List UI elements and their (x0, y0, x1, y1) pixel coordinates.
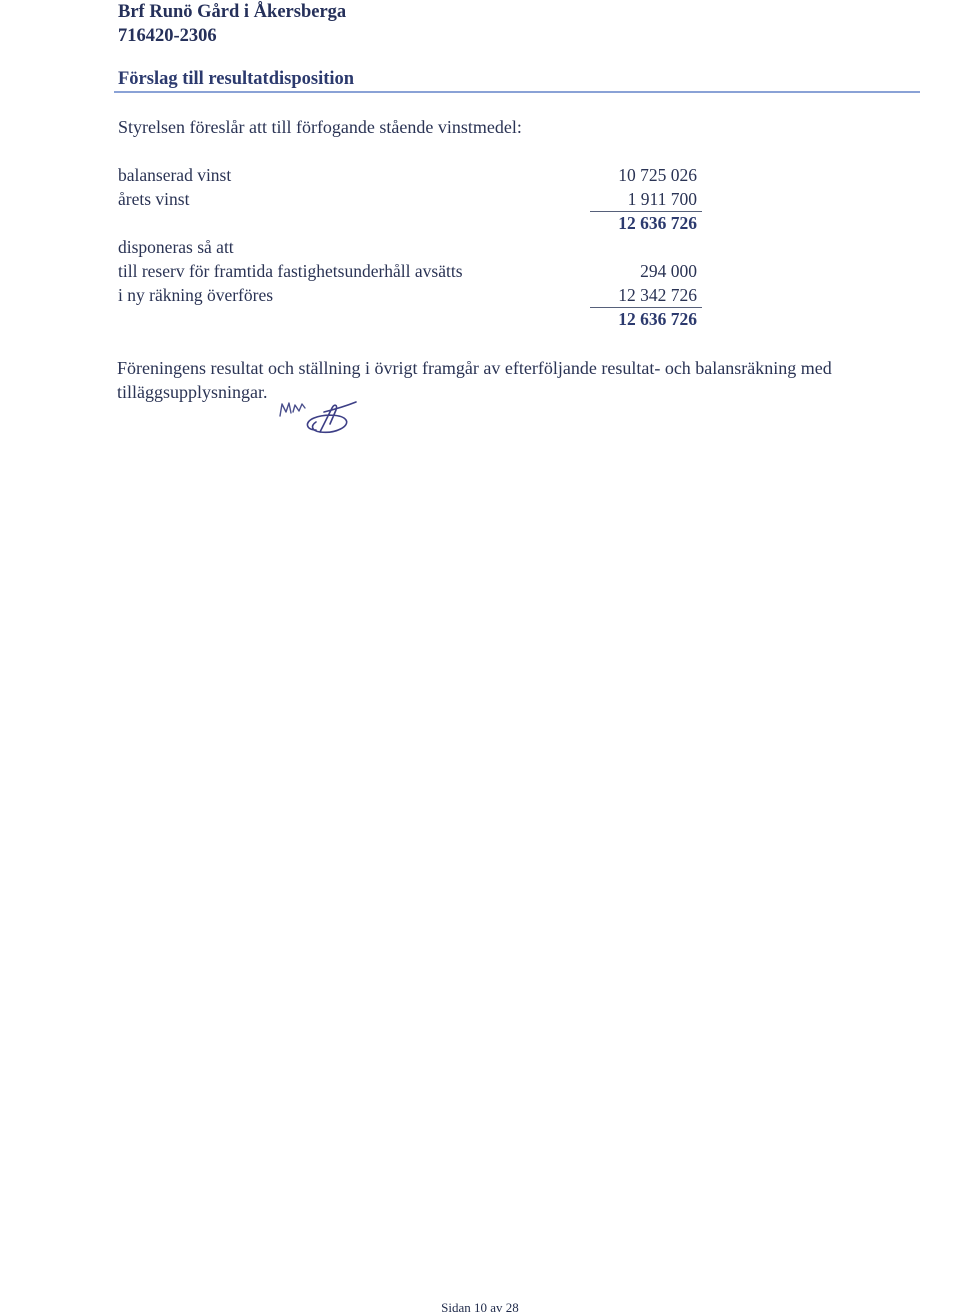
total-available: 12 636 726 (618, 213, 697, 233)
row-value-profit-of-year: 1 911 700 (627, 189, 697, 209)
disposition-heading: disponeras så att (118, 237, 234, 257)
section-title: Förslag till resultatdisposition (118, 69, 355, 89)
title-underline (114, 91, 920, 93)
row-label-profit-of-year: årets vinst (118, 189, 190, 209)
sum-rule-disposition (590, 307, 702, 308)
organization-number: 716420-2306 (118, 26, 217, 46)
sum-rule-available (590, 211, 702, 212)
row-value-retained-earnings: 10 725 026 (618, 165, 697, 185)
closing-paragraph: Föreningens resultat och ställning i övrigt framgår av efterföljande resultat- och balansräkning med tilläggsupplysningar. (117, 358, 832, 402)
total-disposition: 12 636 726 (618, 309, 697, 329)
organization-name: Brf Runö Gård i Åkersberga (118, 2, 347, 22)
row-label-retained-earnings: balanserad vinst (118, 165, 232, 185)
row-value-maintenance-reserve: 294 000 (640, 261, 697, 281)
row-label-carried-forward: i ny räkning överföres (118, 285, 274, 305)
handwritten-initials-signature-icon (276, 394, 362, 438)
row-label-maintenance-reserve: till reserv för framtida fastighetsunderhåll avsätts (118, 261, 463, 281)
row-value-carried-forward: 12 342 726 (618, 285, 697, 305)
intro-text: Styrelsen föreslår att till förfogande stående vinstmedel: (118, 117, 522, 137)
page-number: Sidan 10 av 28 (441, 1300, 519, 1315)
